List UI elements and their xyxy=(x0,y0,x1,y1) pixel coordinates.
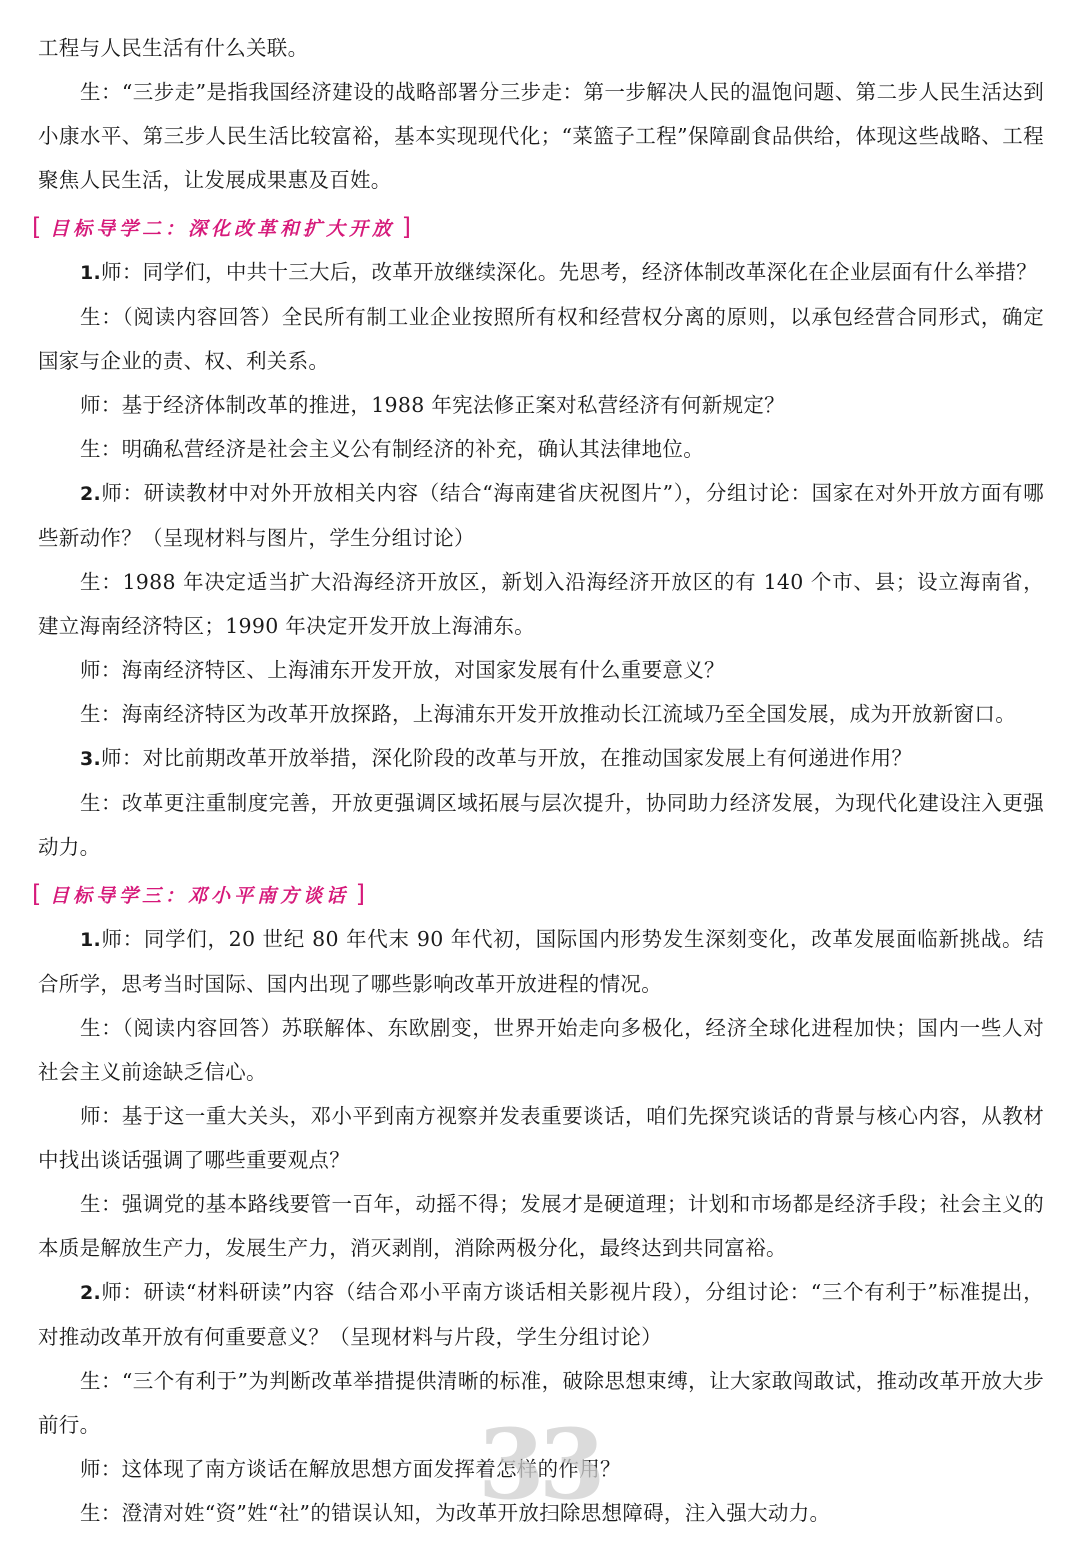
bracket-right: ] xyxy=(355,880,370,908)
bracket-left: [ xyxy=(32,213,46,241)
paragraph: 师：这体现了南方谈话在解放思想方面发挥着怎样的作用？ xyxy=(80,1457,621,1481)
paragraph-text: 师：研读教材中对外开放相关内容（结合“海南建省庆祝图片”），分组讨论：国家在对外开放方面有哪些新动作？（呈现材料与图片，学生分组讨论） xyxy=(38,481,1044,550)
paragraph: 师：基于经济体制改革的推进，1988 年宪法修正案对私营经济有何新规定？ xyxy=(80,393,785,417)
paragraph xyxy=(38,736,1044,781)
paragraph: 师：基于这一重大关头，邓小平到南方视察并发表重要谈话，咱们先探究谈话的背景与核心内容，从教材中找出谈话强调了哪些重要观点？ xyxy=(38,1104,1044,1172)
paragraph-text: 师：研读“材料研读”内容（结合邓小平南方谈话相关影视片段），分组讨论：“三个有利于”标准提出，对推动改革开放有何重要意义？（呈现材料与片段，学生分组讨论） xyxy=(38,1280,1044,1349)
bracket-right: ] xyxy=(401,213,416,241)
item-number: 1. xyxy=(80,929,102,951)
paragraph: 生：强调党的基本路线要管一百年，动摇不得；发展才是硬道理；计划和市场都是经济手段；社会主义的本质是解放生产力，发展生产力，消灭剥削，消除两极分化，最终达到共同富裕。 xyxy=(38,1192,1044,1260)
item-number: 1. xyxy=(80,262,102,284)
paragraph xyxy=(38,917,1044,1006)
paragraph xyxy=(38,1270,1044,1359)
paragraph-text: 师：同学们，中共十三大后，改革开放继续深化。先思考，经济体制改革深化在企业层面有什么举措？ xyxy=(101,260,1038,284)
paragraph: 生：“三个有利于”为判断改革举措提供清晰的标准，破除思想束缚，让大家敢闯敢试，推动改革开放大步前行。 xyxy=(38,1369,1044,1437)
section-heading-goal-3 xyxy=(32,880,370,911)
page-number: 33 xyxy=(478,1408,600,1521)
paragraph: 生：明确私营经济是社会主义公有制经济的补充，确认其法律地位。 xyxy=(80,437,704,461)
paragraph: 工程与人民生活有什么关联。 xyxy=(38,36,309,60)
paragraph: 生：1988 年决定适当扩大沿海经济开放区，新划入沿海经济开放区的有 140 个市、县；设立海南省，建立海南经济特区；1990 年决定开发开放上海浦东。 xyxy=(38,570,1044,638)
paragraph xyxy=(38,471,1044,560)
bracket-left: [ xyxy=(32,880,46,908)
paragraph: 生：海南经济特区为改革开放探路，上海浦东开发开放推动长江流域乃至全国发展，成为开放新窗口。 xyxy=(80,702,1016,726)
paragraph: 生：（阅读内容回答）苏联解体、东欧剧变，世界开始走向多极化，经济全球化进程加快；国内一些人对社会主义前途缺乏信心。 xyxy=(38,1016,1044,1084)
paragraph: 生：“三步走”是指我国经济建设的战略部署分三步走：第一步解决人民的温饱问题、第二步人民生活达到小康水平、第三步人民生活比较富裕，基本实现现代化；“菜篮子工程”保障副食品供给，体现这些战略、工程聚焦人民生活，让发展成果惠及百姓。 xyxy=(38,80,1044,192)
paragraph: 生：澄清对姓“资”姓“社”的错误认知，为改革开放扫除思想障碍，注入强大动力。 xyxy=(80,1501,831,1525)
paragraph: 生：（阅读内容回答）全民所有制工业企业按照所有权和经营权分离的原则，以承包经营合同形式，确定国家与企业的责、权、利关系。 xyxy=(38,305,1044,373)
item-number: 2. xyxy=(80,483,102,505)
paragraph-text: 师：对比前期改革开放举措，深化阶段的改革与开放，在推动国家发展上有何递进作用？ xyxy=(101,746,913,770)
section-heading-goal-2 xyxy=(32,213,416,244)
paragraph: 生：改革更注重制度完善，开放更强调区域拓展与层次提升，协同助力经济发展，为现代化建设注入更强动力。 xyxy=(38,791,1044,859)
paragraph: 师：海南经济特区、上海浦东开发开放，对国家发展有什么重要意义？ xyxy=(80,658,725,682)
paragraph-text: 师：同学们，20 世纪 80 年代末 90 年代初，国际国内形势发生深刻变化，改革发展面临新挑战。结合所学，思考当时国际、国内出现了哪些影响改革开放进程的情况。 xyxy=(38,927,1044,996)
item-number: 3. xyxy=(80,748,102,770)
paragraph xyxy=(38,250,1044,295)
item-number: 2. xyxy=(80,1282,102,1304)
section-title: 目标导学三：邓小平南方谈话 xyxy=(50,885,350,907)
document-page xyxy=(32,0,1044,1535)
section-title: 目标导学二：深化改革和扩大开放 xyxy=(50,218,396,240)
